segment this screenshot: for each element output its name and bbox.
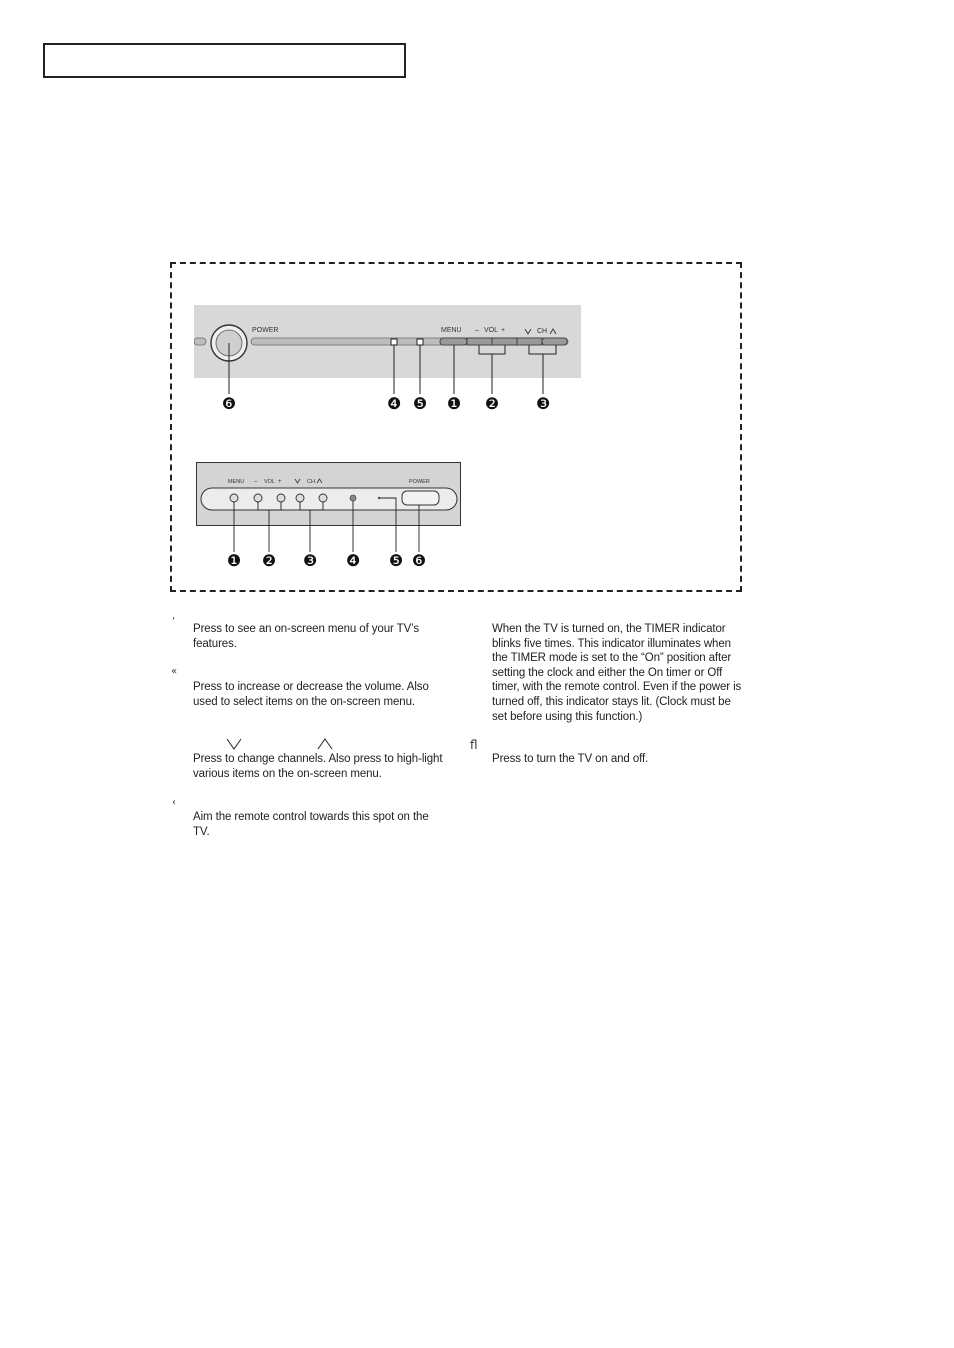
- menu-description: Press to see an on-screen menu of your TV’s features.: [193, 623, 420, 650]
- callout-5-a: ❺: [412, 396, 428, 413]
- menu-label-a: MENU: [441, 327, 462, 334]
- vol-marker: «: [171, 666, 178, 677]
- vol-description: Press to increase or decrease the volume. Also used to select items on the on-screen menu.: [193, 681, 429, 708]
- ch-up-button-b: [319, 494, 327, 502]
- callout-6-a: ❻: [221, 396, 237, 413]
- ch-description: Press to change channels. Also press to high-light various items on the on-screen menu.: [193, 753, 443, 780]
- ch-down-button-a: [517, 338, 542, 345]
- front-panel-diagram-b: [196, 462, 462, 570]
- svg-text:+: +: [278, 479, 282, 485]
- callout-4-b: ❹: [345, 553, 361, 570]
- ch-label-a: CH: [537, 328, 548, 335]
- svg-text:+: +: [501, 327, 506, 334]
- vol-down-button-a: [467, 338, 492, 345]
- ch-label-b: CH: [307, 479, 315, 485]
- timer-indicator-a: [417, 339, 423, 345]
- callout-4-a: ❹: [386, 396, 402, 413]
- menu-button-a: [440, 338, 467, 345]
- ch-up-icon: [317, 738, 333, 750]
- vol-up-button-b: [277, 494, 285, 502]
- vol-label-b: VOL: [264, 479, 276, 485]
- remote-description: Aim the remote control towards this spot on the TV.: [193, 811, 429, 838]
- menu-label-b: MENU: [228, 479, 245, 485]
- ch-down-button-b: [296, 494, 304, 502]
- menu-button-b: [230, 494, 238, 502]
- vol-up-button-a: [492, 338, 517, 345]
- power-marker: ﬂ: [470, 738, 478, 752]
- callout-2-a: ❷: [484, 396, 500, 413]
- timer-description: When the TV is turned on, the TIMER indicator blinks five times. This indicator illuminates when the TIMER mode is set to the “On” position after setting the clock and either the On timer or Off timer, with the remote control. Even if the power is turned off, this indicator stays lit. (Clock must be set before using this function.): [492, 623, 742, 723]
- ch-down-icon: [226, 738, 242, 750]
- vol-label-a: VOL: [484, 327, 499, 334]
- power-description: Press to turn the TV on and off.: [492, 753, 649, 765]
- remote-marker: ‹: [172, 797, 176, 808]
- vol-down-button-b: [254, 494, 262, 502]
- callout-5-b: ❺: [388, 553, 404, 570]
- front-panel-diagram-a: [194, 305, 582, 415]
- remote-sensor-b: [350, 495, 356, 501]
- callout-3-b: ❸: [302, 553, 318, 570]
- callout-3-a: ❸: [535, 396, 551, 413]
- svg-text:–: –: [254, 479, 258, 485]
- callout-2-b: ❷: [261, 553, 277, 570]
- power-button-b: [402, 491, 439, 505]
- power-label-a: POWER: [252, 327, 279, 334]
- menu-marker: ‘: [172, 616, 176, 627]
- header-box: [43, 43, 406, 78]
- callout-1-b: ❶: [226, 553, 242, 570]
- callout-6-b: ❻: [411, 553, 427, 570]
- remote-sensor-a: [391, 339, 397, 345]
- ch-up-button-a: [542, 338, 567, 345]
- callout-1-a: ❶: [446, 396, 462, 413]
- svg-text:–: –: [475, 327, 479, 334]
- power-label-b: POWER: [409, 479, 430, 485]
